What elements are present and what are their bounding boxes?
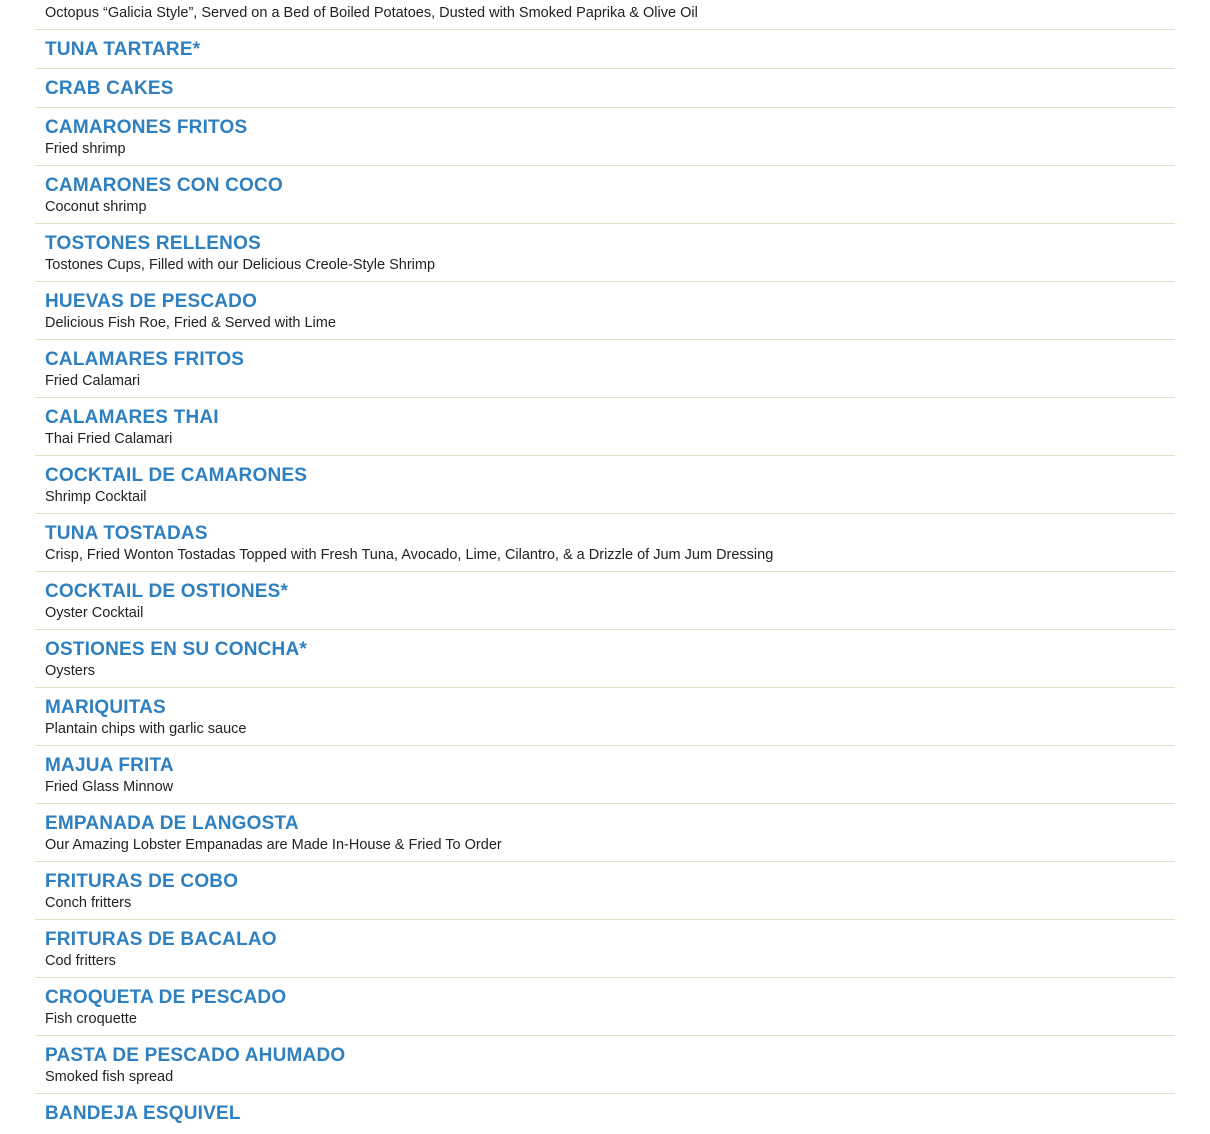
item-name: MARIQUITAS: [45, 697, 166, 718]
item-name: FRITURAS DE COBO: [45, 871, 239, 892]
item-description: Tostones Cups, Filled with our Delicious Creole-Style Shrimp: [45, 257, 436, 273]
item-name: MAJUA FRITA: [45, 755, 174, 776]
item-name: FRITURAS DE BACALAO: [45, 929, 277, 950]
item-name: COCKTAIL DE CAMARONES: [45, 465, 308, 486]
menu-item[interactable]: [35, 30, 1175, 69]
item-description: Crisp, Fried Wonton Tostadas Topped with Fresh Tuna, Avocado, Lime, Cilantro, & a Drizzle of Jum Jum Dressing: [45, 547, 774, 563]
item-name: HUEVAS DE PESCADO: [45, 291, 258, 312]
menu-item[interactable]: [35, 282, 1175, 340]
item-description: Fried shrimp: [45, 141, 126, 157]
item-name: EMPANADA DE LANGOSTA: [45, 813, 299, 834]
item-name: CAMARONES CON COCO: [45, 175, 283, 196]
menu-list: [35, 0, 1175, 1134]
menu-item[interactable]: [35, 572, 1175, 630]
item-description: Cod fritters: [45, 953, 116, 969]
item-description: Thai Fried Calamari: [45, 431, 173, 447]
item-name: CALAMARES THAI: [45, 407, 219, 428]
menu-item[interactable]: [35, 978, 1175, 1036]
item-description: Delicious Fish Roe, Fried & Served with Lime: [45, 315, 336, 331]
menu-item[interactable]: [35, 340, 1175, 398]
menu-item[interactable]: [35, 746, 1175, 804]
menu-item[interactable]: [35, 514, 1175, 572]
item-description: Shrimp Cocktail: [45, 489, 147, 505]
item-name: TUNA TOSTADAS: [45, 523, 208, 544]
item-name: BANDEJA ESQUIVEL: [45, 1103, 241, 1124]
menu-item[interactable]: [35, 166, 1175, 224]
item-name: CROQUETA DE PESCADO: [45, 987, 287, 1008]
menu-item[interactable]: [35, 920, 1175, 978]
item-name: TUNA TARTARE*: [45, 39, 201, 60]
menu-item[interactable]: [35, 456, 1175, 514]
item-description: Fried Calamari: [45, 373, 141, 389]
item-description: Oyster Cocktail: [45, 605, 144, 621]
item-description: Conch fritters: [45, 895, 132, 911]
item-name: TOSTONES RELLENOS: [45, 233, 261, 254]
menu-item[interactable]: [35, 862, 1175, 920]
menu-item[interactable]: [35, 1094, 1175, 1134]
menu-item[interactable]: [35, 108, 1175, 166]
item-name: COCKTAIL DE OSTIONES*: [45, 581, 289, 602]
item-name: CAMARONES FRITOS: [45, 117, 248, 138]
item-description: Smoked fish spread: [45, 1069, 174, 1085]
item-description: Oysters: [45, 663, 95, 679]
menu-item[interactable]: [35, 69, 1175, 108]
menu-item[interactable]: [35, 630, 1175, 688]
menu-item[interactable]: [35, 688, 1175, 746]
menu-item[interactable]: [35, 398, 1175, 456]
menu-item[interactable]: [35, 224, 1175, 282]
item-name: CRAB CAKES: [45, 78, 174, 99]
item-description: Octopus “Galicia Style”, Served on a Bed of Boiled Potatoes, Dusted with Smoked Paprika & Olive Oil: [35, 0, 1175, 30]
menu-item[interactable]: [35, 804, 1175, 862]
item-description: Fried Glass Minnow: [45, 779, 174, 795]
menu-item[interactable]: [35, 1036, 1175, 1094]
item-description: Our Amazing Lobster Empanadas are Made In-House & Fried To Order: [45, 837, 502, 853]
item-name: OSTIONES EN SU CONCHA*: [45, 639, 307, 660]
item-description: Coconut shrimp: [45, 199, 147, 215]
item-description: Fish croquette: [45, 1011, 137, 1027]
item-name: CALAMARES FRITOS: [45, 349, 245, 370]
item-description: Plantain chips with garlic sauce: [45, 721, 247, 737]
item-name: PASTA DE PESCADO AHUMADO: [45, 1045, 346, 1066]
